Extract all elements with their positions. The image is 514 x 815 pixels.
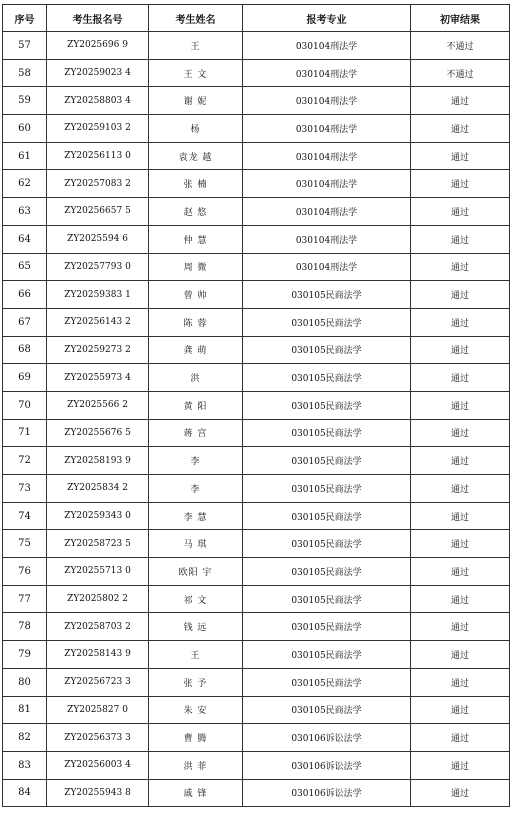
table-row bbox=[3, 142, 510, 170]
table-row bbox=[3, 364, 510, 392]
cell-major: 030104刑法学 bbox=[243, 170, 411, 198]
cell-result: 通过 bbox=[411, 751, 510, 779]
cell-major: 030105民商法学 bbox=[243, 613, 411, 641]
header-major: 报考专业 bbox=[243, 5, 411, 32]
cell-result: 通过 bbox=[411, 779, 510, 807]
table-row bbox=[3, 779, 510, 807]
cell-seq: 59 bbox=[3, 87, 47, 115]
cell-reg-number: ZY20258723 5 bbox=[47, 530, 149, 558]
table-row bbox=[3, 281, 510, 309]
cell-reg-number: ZY20258703 2 bbox=[47, 613, 149, 641]
cell-reg-number: ZY20258193 9 bbox=[47, 447, 149, 475]
cell-seq: 81 bbox=[3, 696, 47, 724]
cell-name: 蒋 宫 bbox=[149, 419, 243, 447]
cell-major: 030106诉讼法学 bbox=[243, 751, 411, 779]
cell-reg-number: ZY2025802 2 bbox=[47, 585, 149, 613]
table-row bbox=[3, 696, 510, 724]
cell-reg-number: ZY20256143 2 bbox=[47, 308, 149, 336]
cell-seq: 71 bbox=[3, 419, 47, 447]
cell-reg-number: ZY20259383 1 bbox=[47, 281, 149, 309]
cell-name: 钱 远 bbox=[149, 613, 243, 641]
cell-seq: 80 bbox=[3, 668, 47, 696]
cell-name: 朱 安 bbox=[149, 696, 243, 724]
cell-major: 030104刑法学 bbox=[243, 253, 411, 281]
cell-major: 030104刑法学 bbox=[243, 115, 411, 143]
cell-seq: 74 bbox=[3, 502, 47, 530]
table-row bbox=[3, 668, 510, 696]
cell-name: 赵 悠 bbox=[149, 198, 243, 226]
cell-reg-number: ZY20258803 4 bbox=[47, 87, 149, 115]
cell-seq: 78 bbox=[3, 613, 47, 641]
cell-major: 030105民商法学 bbox=[243, 668, 411, 696]
table-row bbox=[3, 558, 510, 586]
table-row bbox=[3, 585, 510, 613]
cell-result: 通过 bbox=[411, 447, 510, 475]
table-row bbox=[3, 198, 510, 226]
cell-major: 030106诉讼法学 bbox=[243, 724, 411, 752]
cell-name: 王 bbox=[149, 32, 243, 60]
cell-seq: 57 bbox=[3, 32, 47, 60]
cell-seq: 70 bbox=[3, 391, 47, 419]
header-name: 考生姓名 bbox=[149, 5, 243, 32]
cell-major: 030105民商法学 bbox=[243, 502, 411, 530]
header-result: 初审结果 bbox=[411, 5, 510, 32]
cell-major: 030105民商法学 bbox=[243, 281, 411, 309]
cell-name: 李 慧 bbox=[149, 502, 243, 530]
cell-result: 通过 bbox=[411, 558, 510, 586]
cell-seq: 60 bbox=[3, 115, 47, 143]
cell-name: 周 微 bbox=[149, 253, 243, 281]
cell-reg-number: ZY20255676 5 bbox=[47, 419, 149, 447]
cell-name: 黄 阳 bbox=[149, 391, 243, 419]
table-row bbox=[3, 59, 510, 87]
cell-seq: 67 bbox=[3, 308, 47, 336]
cell-major: 030105民商法学 bbox=[243, 558, 411, 586]
cell-seq: 62 bbox=[3, 170, 47, 198]
cell-result: 通过 bbox=[411, 530, 510, 558]
cell-result: 通过 bbox=[411, 170, 510, 198]
cell-reg-number: ZY20259023 4 bbox=[47, 59, 149, 87]
cell-reg-number: ZY2025834 2 bbox=[47, 475, 149, 503]
cell-result: 通过 bbox=[411, 336, 510, 364]
cell-name: 仲 慧 bbox=[149, 225, 243, 253]
cell-result: 不通过 bbox=[411, 32, 510, 60]
cell-name: 杨 bbox=[149, 115, 243, 143]
cell-seq: 75 bbox=[3, 530, 47, 558]
cell-name: 戚 锋 bbox=[149, 779, 243, 807]
table-row bbox=[3, 391, 510, 419]
table-row bbox=[3, 530, 510, 558]
table-row bbox=[3, 115, 510, 143]
cell-name: 曹 腾 bbox=[149, 724, 243, 752]
cell-reg-number: ZY2025566 2 bbox=[47, 391, 149, 419]
table-row bbox=[3, 724, 510, 752]
cell-result: 通过 bbox=[411, 253, 510, 281]
cell-result: 通过 bbox=[411, 142, 510, 170]
table-row bbox=[3, 641, 510, 669]
cell-name: 李 bbox=[149, 447, 243, 475]
cell-reg-number: ZY2025827 0 bbox=[47, 696, 149, 724]
cell-reg-number: ZY20256723 3 bbox=[47, 668, 149, 696]
cell-result: 通过 bbox=[411, 502, 510, 530]
cell-reg-number: ZY20256003 4 bbox=[47, 751, 149, 779]
cell-name: 谢 妮 bbox=[149, 87, 243, 115]
results-sheet bbox=[2, 4, 510, 807]
cell-major: 030105民商法学 bbox=[243, 391, 411, 419]
cell-result: 不通过 bbox=[411, 59, 510, 87]
cell-major: 030104刑法学 bbox=[243, 198, 411, 226]
cell-result: 通过 bbox=[411, 198, 510, 226]
cell-major: 030104刑法学 bbox=[243, 142, 411, 170]
table-row bbox=[3, 225, 510, 253]
cell-result: 通过 bbox=[411, 475, 510, 503]
table-row bbox=[3, 447, 510, 475]
table-header bbox=[3, 5, 510, 32]
cell-reg-number: ZY20255713 0 bbox=[47, 558, 149, 586]
cell-result: 通过 bbox=[411, 696, 510, 724]
cell-reg-number: ZY20257083 2 bbox=[47, 170, 149, 198]
cell-result: 通过 bbox=[411, 668, 510, 696]
cell-reg-number: ZY2025696 9 bbox=[47, 32, 149, 60]
cell-major: 030104刑法学 bbox=[243, 225, 411, 253]
cell-result: 通过 bbox=[411, 308, 510, 336]
cell-seq: 65 bbox=[3, 253, 47, 281]
cell-major: 030105民商法学 bbox=[243, 419, 411, 447]
cell-name: 陈 蓉 bbox=[149, 308, 243, 336]
cell-name: 洪 菲 bbox=[149, 751, 243, 779]
table-row bbox=[3, 502, 510, 530]
cell-reg-number: ZY20256657 5 bbox=[47, 198, 149, 226]
cell-name: 张 予 bbox=[149, 668, 243, 696]
cell-name: 祁 文 bbox=[149, 585, 243, 613]
table-row bbox=[3, 419, 510, 447]
cell-reg-number: ZY20256113 0 bbox=[47, 142, 149, 170]
cell-major: 030104刑法学 bbox=[243, 59, 411, 87]
table-row bbox=[3, 613, 510, 641]
cell-seq: 63 bbox=[3, 198, 47, 226]
table-row bbox=[3, 32, 510, 60]
cell-seq: 82 bbox=[3, 724, 47, 752]
cell-result: 通过 bbox=[411, 641, 510, 669]
table-row bbox=[3, 253, 510, 281]
cell-seq: 72 bbox=[3, 447, 47, 475]
cell-seq: 79 bbox=[3, 641, 47, 669]
cell-reg-number: ZY20256373 3 bbox=[47, 724, 149, 752]
header-seq: 序号 bbox=[3, 5, 47, 32]
cell-reg-number: ZY20258143 9 bbox=[47, 641, 149, 669]
cell-major: 030105民商法学 bbox=[243, 308, 411, 336]
cell-result: 通过 bbox=[411, 281, 510, 309]
cell-reg-number: ZY20255943 8 bbox=[47, 779, 149, 807]
header-row bbox=[3, 5, 510, 32]
cell-seq: 61 bbox=[3, 142, 47, 170]
cell-result: 通过 bbox=[411, 585, 510, 613]
cell-seq: 66 bbox=[3, 281, 47, 309]
cell-reg-number: ZY20259343 0 bbox=[47, 502, 149, 530]
cell-major: 030104刑法学 bbox=[243, 32, 411, 60]
cell-result: 通过 bbox=[411, 364, 510, 392]
cell-seq: 64 bbox=[3, 225, 47, 253]
cell-name: 李 bbox=[149, 475, 243, 503]
cell-major: 030105民商法学 bbox=[243, 336, 411, 364]
cell-name: 龚 萌 bbox=[149, 336, 243, 364]
cell-major: 030104刑法学 bbox=[243, 87, 411, 115]
review-results-table bbox=[2, 4, 510, 807]
cell-reg-number: ZY20259103 2 bbox=[47, 115, 149, 143]
cell-name: 张 楠 bbox=[149, 170, 243, 198]
cell-major: 030105民商法学 bbox=[243, 585, 411, 613]
cell-seq: 58 bbox=[3, 59, 47, 87]
cell-reg-number: ZY20259273 2 bbox=[47, 336, 149, 364]
table-row bbox=[3, 751, 510, 779]
cell-result: 通过 bbox=[411, 419, 510, 447]
cell-seq: 77 bbox=[3, 585, 47, 613]
cell-name: 洪 bbox=[149, 364, 243, 392]
cell-result: 通过 bbox=[411, 724, 510, 752]
cell-major: 030105民商法学 bbox=[243, 696, 411, 724]
cell-major: 030105民商法学 bbox=[243, 364, 411, 392]
cell-seq: 76 bbox=[3, 558, 47, 586]
cell-result: 通过 bbox=[411, 115, 510, 143]
cell-seq: 83 bbox=[3, 751, 47, 779]
table-row bbox=[3, 475, 510, 503]
cell-major: 030106诉讼法学 bbox=[243, 779, 411, 807]
cell-major: 030105民商法学 bbox=[243, 641, 411, 669]
cell-seq: 69 bbox=[3, 364, 47, 392]
cell-name: 马 琪 bbox=[149, 530, 243, 558]
cell-reg-number: ZY2025594 6 bbox=[47, 225, 149, 253]
cell-reg-number: ZY20255973 4 bbox=[47, 364, 149, 392]
header-reg-number: 考生报名号 bbox=[47, 5, 149, 32]
table-row bbox=[3, 87, 510, 115]
cell-major: 030105民商法学 bbox=[243, 530, 411, 558]
cell-seq: 84 bbox=[3, 779, 47, 807]
cell-name: 欧阳 宇 bbox=[149, 558, 243, 586]
cell-result: 通过 bbox=[411, 391, 510, 419]
cell-result: 通过 bbox=[411, 225, 510, 253]
cell-major: 030105民商法学 bbox=[243, 475, 411, 503]
table-body bbox=[3, 32, 510, 807]
table-row bbox=[3, 308, 510, 336]
cell-name: 曾 帅 bbox=[149, 281, 243, 309]
cell-name: 王 文 bbox=[149, 59, 243, 87]
cell-result: 通过 bbox=[411, 87, 510, 115]
cell-name: 袁龙 越 bbox=[149, 142, 243, 170]
cell-major: 030105民商法学 bbox=[243, 447, 411, 475]
table-row bbox=[3, 170, 510, 198]
table-row bbox=[3, 336, 510, 364]
cell-reg-number: ZY20257793 0 bbox=[47, 253, 149, 281]
cell-seq: 73 bbox=[3, 475, 47, 503]
cell-name: 王 bbox=[149, 641, 243, 669]
cell-result: 通过 bbox=[411, 613, 510, 641]
cell-seq: 68 bbox=[3, 336, 47, 364]
